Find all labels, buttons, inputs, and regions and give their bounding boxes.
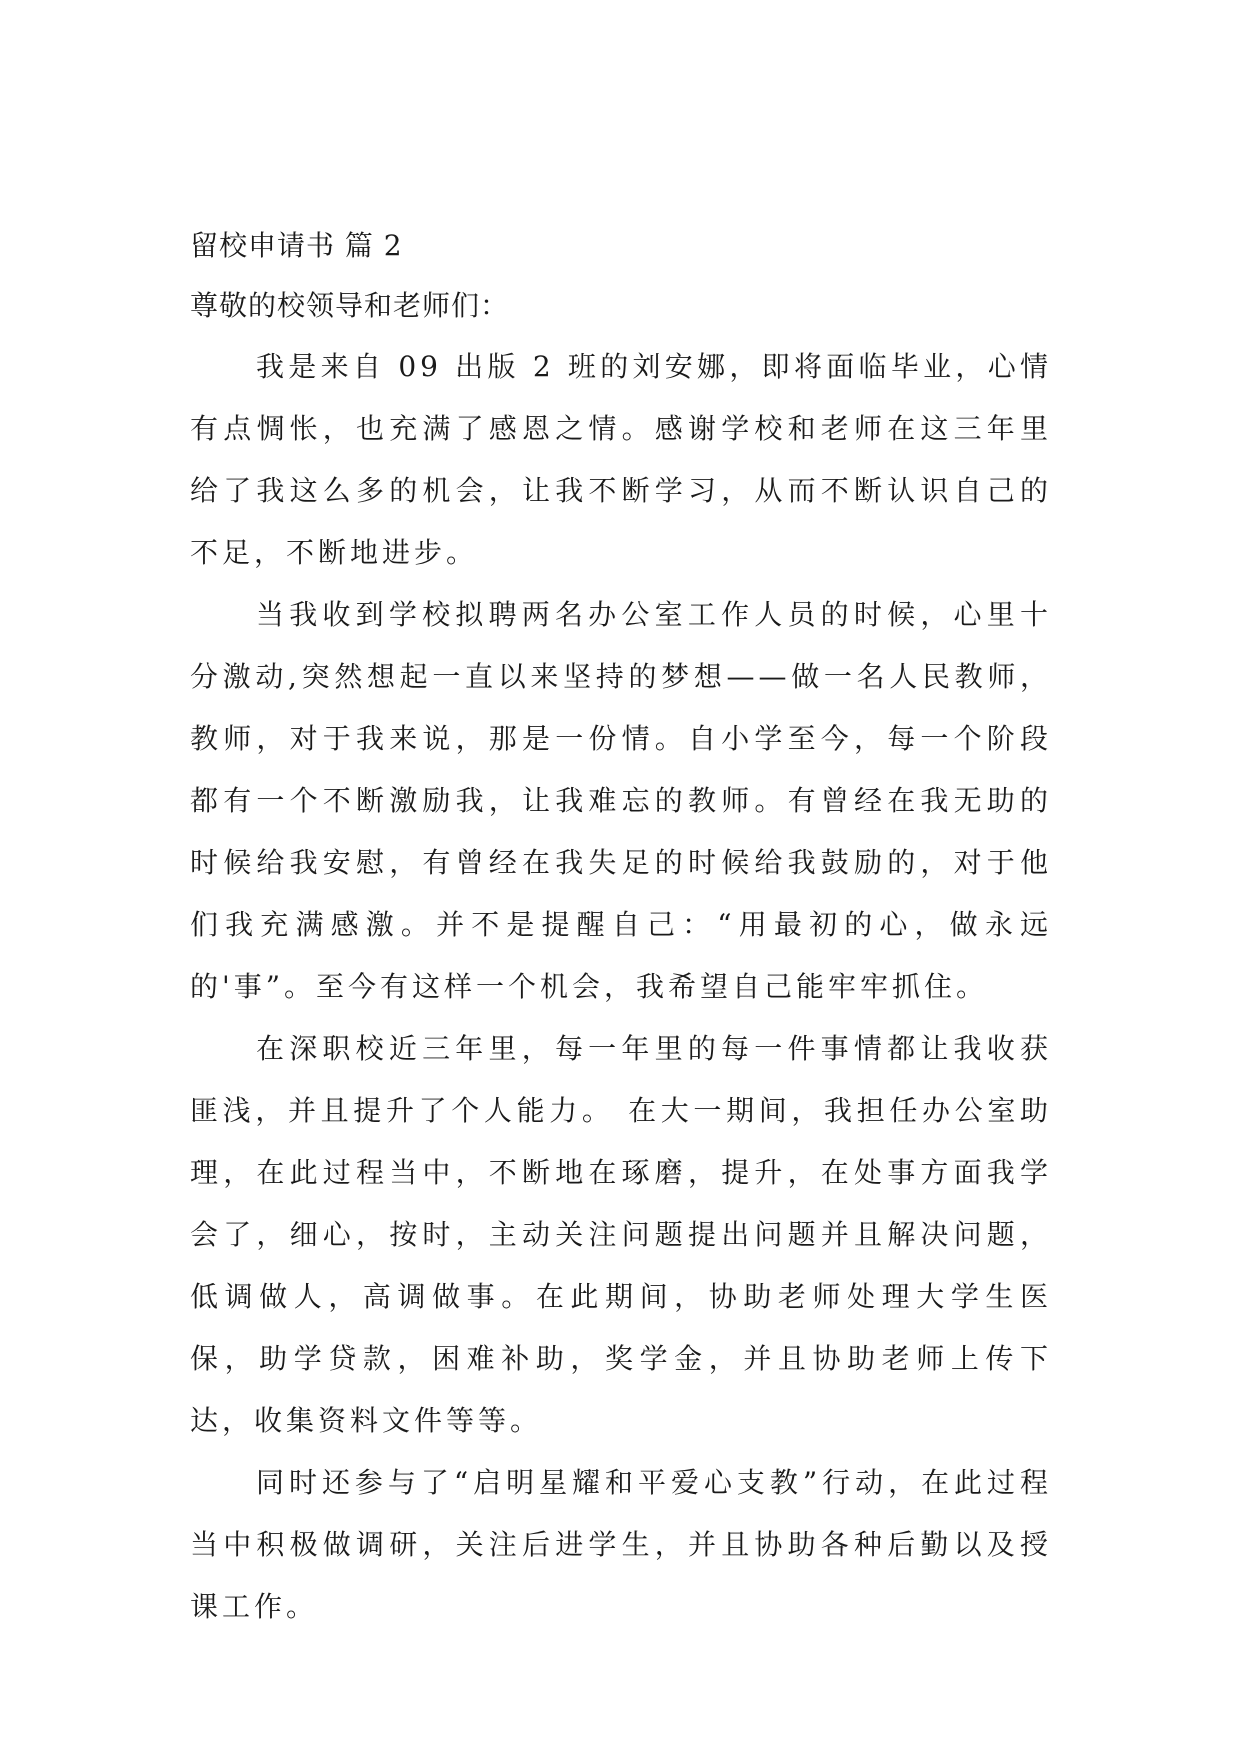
paragraph: 在深职校近三年里，每一年里的每一件事情都让我收获匪浅，并且提升了个人能力。 在大一期间，我担任办公室助理，在此过程当中，不断地在琢磨，提升，在处事方面我学会了，细心，按时，主动关注问题提出问题并且解决问题，低调做人，高调做事。在此期间，协助老师处理大学生医保，助学贷款，困难补助，奖学金，并且协助老师上传下达，收集资料文件等等。: [190, 1032, 1052, 1437]
paragraph: 同时还参与了“启明星耀和平爱心支教”行动，在此过程当中积极做调研，关注后进学生，并且协助各种后勤以及授课工作。: [190, 1466, 1052, 1623]
salutation: 尊敬的校领导和老师们：: [190, 289, 510, 322]
paragraph: 我是来自 09 出版 2 班的刘安娜，即将面临毕业，心情有点惆怅，也充满了感恩之情。感谢学校和老师在这三年里给了我这么多的机会，让我不断学习，从而不断认识自己的不足，不断地进步。: [190, 350, 1052, 569]
paragraph: 当我收到学校拟聘两名办公室工作人员的时候，心里十分激动,突然想起一直以来坚持的梦想——做一名人民教师，教师，对于我来说，那是一份情。自小学至今，每一个阶段都有一个不断激励我，让我难忘的教师。有曾经在我无助的时候给我安慰，有曾经在我失足的时候给我鼓励的，对于他们我充满感激。并不是提醒自己：“用最初的心，做永远的'事”。至今有这样一个机会，我希望自己能牢牢抓住。: [190, 598, 1052, 1003]
document-title: 留校申请书 篇 2: [190, 229, 403, 262]
document-body: [190, 216, 1052, 1638]
